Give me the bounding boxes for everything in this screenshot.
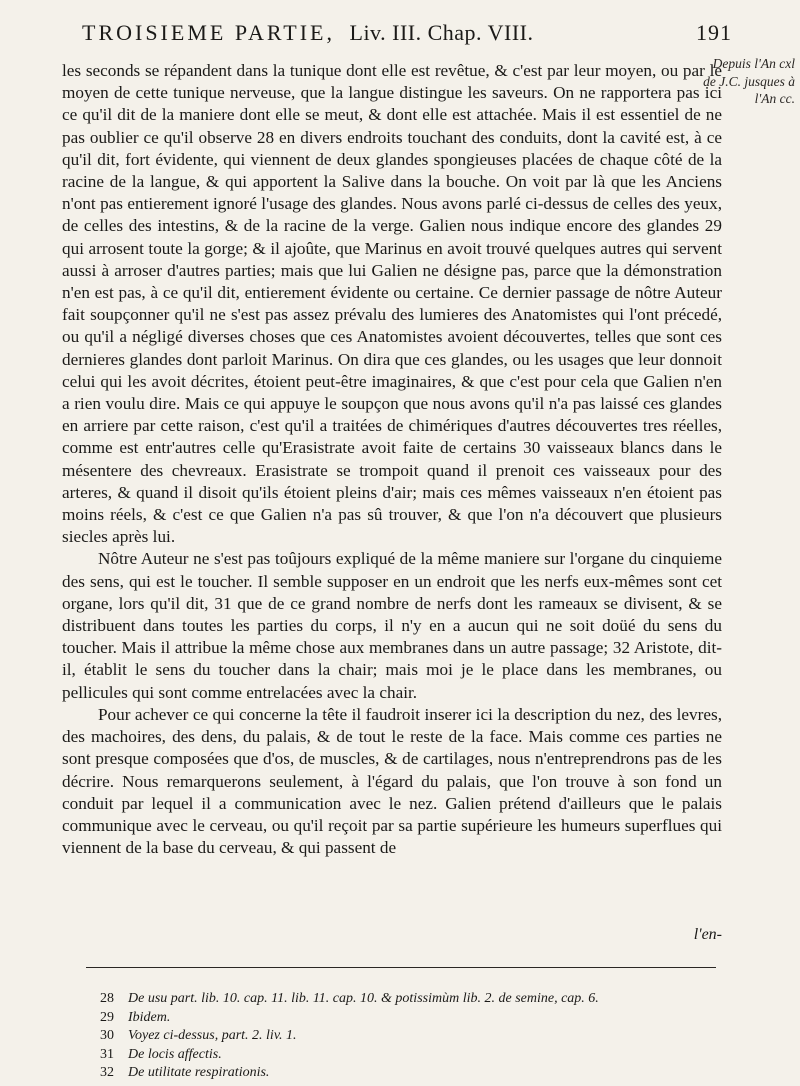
footnote-number: 28 bbox=[100, 991, 114, 1006]
footnote-number: 30 bbox=[100, 1028, 114, 1043]
catchword: l'en- bbox=[693, 926, 722, 943]
paragraph-2: Nôtre Auteur ne s'est pas toûjours expliqué de la même maniere sur l'organe du cinquieme des sens, qui est le toucher. Il semble supposer en un endroit que les nerfs eux-mêmes sont cet organe, lors qu'il dit, 31 que de ce grand nombre de nerfs dont les rameaux se divisent, & se distribuent dans toutes les parties du corps, il n'y en a aucun qui ne soit doüé du sens du toucher. Mais il attribue la même chose aux membranes dans un autre passage; 32 Aristote, dit-il, établit le sens du toucher dans la chair; mais moi je le place dans les membranes, ou pellicules qui sont comme entrelacées avec la chair. bbox=[62, 549, 722, 702]
footnote-text: Voyez ci-dessus, part. 2. liv. 1. bbox=[128, 1028, 297, 1043]
footnote bbox=[100, 990, 720, 1009]
running-header bbox=[82, 20, 732, 54]
body-text bbox=[62, 60, 722, 859]
footnote-text: De locis affectis. bbox=[128, 1046, 222, 1062]
running-title: TROISIEME PARTIE, bbox=[82, 20, 335, 45]
paragraph-1: les seconds se répandent dans la tunique dont elle est revêtue, & c'est par leur moyen, ou par le moyen de cette tunique nerveuse, que la langue distingue les saveurs. On ne rapportera pas ici ce qu'il dit de la maniere dont elle se meut, & dont elle est attachée. Mais il est essentiel de ne pas oublier ce qu'il observe 28 en divers endroits touchant des conduits, dont la cavité est, à ce qu'il dit, fort évidente, qui viennent de deux glandes spongieuses placées de chaque côté de la racine de la langue, & qui apportent la Salive dans la bouche. On voit par là que les Anciens n'ont pas entierement ignoré l'usage des glandes. Nous avons parlé ci-dessus de celles des yeux, de celles des intestins, & de la racine de la verge. Galien nous indique encore des glandes 29 qui arrosent toute la gorge; & il ajoûte, que Marinus en avoit trouvé quelques autres qui servent aussi à arroser d'autres parties; mais que lui Galien ne désigne pas, parce que la démonstration n'en est pas, à ce qu'il dit, entierement évidente ou certaine. Ce dernier passage de nôtre Auteur fait soupçonner qu'il ne s'est pas assez prévalu des lumieres des Anatomistes qui l'ont précedé, ou qu'il a négligé diverses choses que ces Anatomistes avoient découvertes, telles que sont ces dernieres glandes dont parloit Marinus. On dira que ces glandes, ou les usages que leur donnoit celui qui les avoit décrites, étoient peut-être imaginaires, & que c'est pour cela que Galien n'en a rien voulu dire. Mais ce qui appuye le soupçon que nous avons qu'il n'a pas laissé ces glandes en arriere par cette raison, c'est qu'il a traitées de chimériques d'autres découvertes tres réelles, comme est entr'autres celle qu'Erasistrate avoit faite de certains 30 vaisseaux blancs dans le mésentere des chevreaux. Erasistrate se trompoit quand il prenoit ces vaisseaux pour des arteres, & quand il disoit qu'ils étoient pleins d'air; mais ces mêmes vaisseaux n'en étoient pas moins réels, & c'est ce que Galien n'a pas sû trouver, & que l'on n'a découvert que plusieurs siecles après lui. bbox=[62, 61, 722, 547]
footnote-text: De utilitate respirationis. bbox=[128, 1065, 270, 1080]
footnote bbox=[100, 1046, 720, 1065]
footnote bbox=[100, 1009, 720, 1028]
marginal-note: Depuis l'An cxl de J.C. jusques à l'An cc. bbox=[703, 56, 795, 106]
footnote-number: 32 bbox=[100, 1065, 114, 1080]
footnote bbox=[100, 1027, 720, 1046]
book-chapter: Liv. III. Chap. VIII. bbox=[349, 20, 534, 45]
footnote-text: Ibidem. bbox=[128, 1009, 171, 1025]
footnote-text: De usu part. lib. 10. cap. 11. lib. 11. cap. 10. & potissimùm lib. 2. de semine, cap. 6. bbox=[128, 991, 599, 1006]
page-number: 191 bbox=[696, 20, 732, 45]
footnote-number: 31 bbox=[100, 1046, 114, 1062]
footnote-rule bbox=[86, 967, 716, 968]
footnote bbox=[100, 1064, 720, 1083]
footnote-number: 29 bbox=[100, 1009, 114, 1025]
paragraph-3: Pour achever ce qui concerne la tête il faudroit inserer ici la description du nez, des levres, des machoires, des dens, du palais, & de tout le reste de la face. Mais comme ces parties ne sont presque composées que d'os, de muscles, & de cartilages, nous n'entreprendrons pas de les décrire. Nous remarquerons seulement, à l'égard du palais, que l'on trouve à son fond un conduit par lequel il a communication avec le nez. Galien prétend d'ailleurs que le palais communique avec le cerveau, ou qu'il reçoit par sa partie supérieure les humeurs superflues qui viennent de la base du cerveau, & qui passent de bbox=[62, 704, 722, 858]
footnotes bbox=[100, 990, 720, 1083]
